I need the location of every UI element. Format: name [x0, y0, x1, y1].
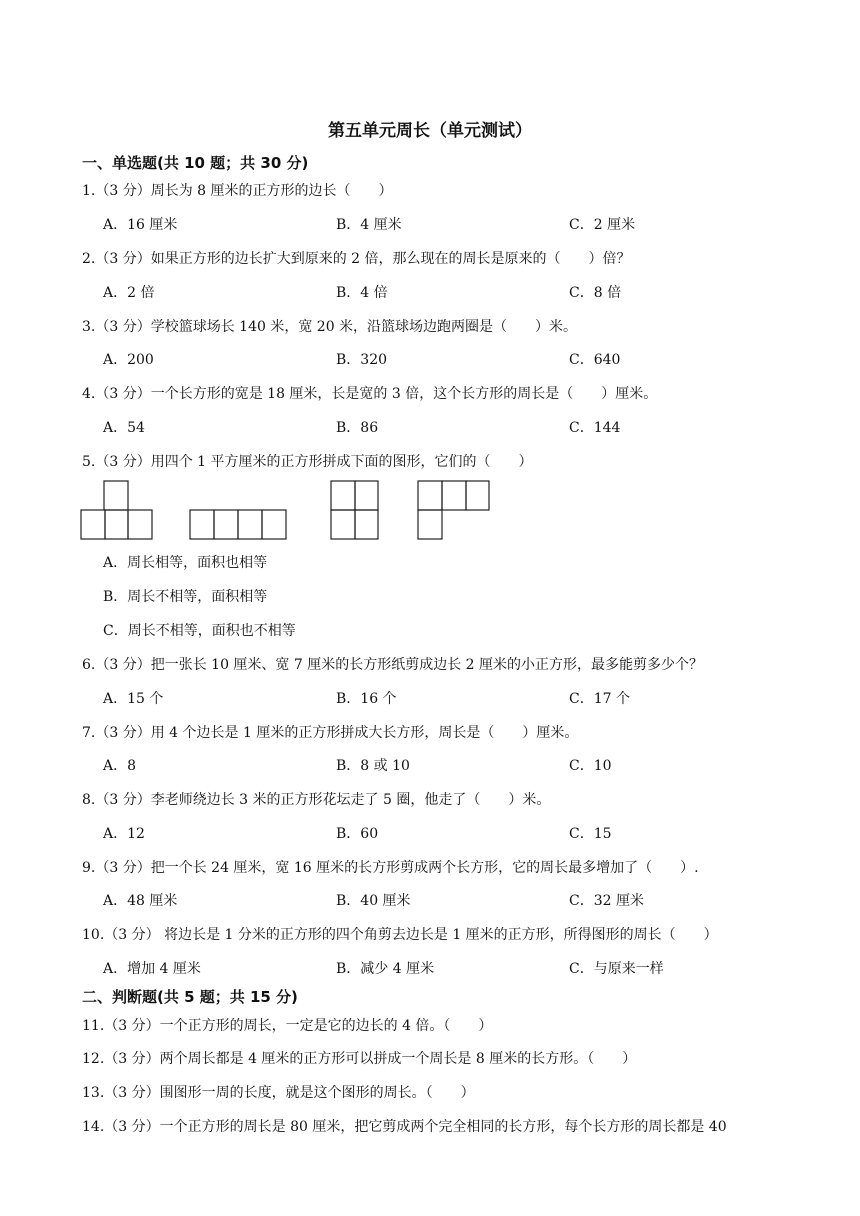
q8-option-b[interactable]: B．60	[336, 826, 379, 842]
q7-option-a[interactable]: A．8	[103, 758, 137, 774]
section-heading-single-choice: 一、单选题(共 10 题；共 30 分)	[82, 154, 309, 172]
question-1: 1.（3 分）周长为 8 厘米的正方形的边长（ ）	[82, 183, 393, 199]
question-10: 10.（3 分） 将边长是 1 分米的正方形的四个角剪去边长是 1 厘米的正方形，所得图形的周长（ ）	[82, 927, 718, 943]
q4-option-a[interactable]: A．54	[103, 420, 145, 436]
q8-option-a[interactable]: A．12	[103, 826, 145, 842]
q2-option-c[interactable]: C．8 倍	[569, 285, 622, 301]
q5-option-b[interactable]: B．周长不相等，面积相等	[103, 589, 268, 605]
q3-option-c[interactable]: C．640	[569, 352, 621, 368]
question-6: 6.（3 分）把一张长 10 厘米、宽 7 厘米的长方形纸剪成边长 2 厘米的小正方形，最多能剪多少个？	[82, 657, 704, 673]
question-13: 13.（3 分）围图形一周的长度，就是这个图形的周长。（ ）	[82, 1085, 475, 1101]
q5-option-a[interactable]: A．周长相等，面积也相等	[103, 555, 268, 571]
q6-option-c[interactable]: C．17 个	[569, 691, 630, 707]
shape-l-tetromino	[418, 481, 489, 539]
q10-option-a[interactable]: A．增加 4 厘米	[103, 961, 201, 977]
q6-option-b[interactable]: B．16 个	[336, 691, 397, 707]
q5-shapes-figure	[80, 478, 500, 542]
shape-i-tetromino	[190, 510, 286, 539]
q2-option-a[interactable]: A．2 倍	[103, 285, 155, 301]
question-2: 2.（3 分）如果正方形的边长扩大到原来的 2 倍，那么现在的周长是原来的（ ）倍？	[82, 251, 631, 267]
q5-option-c[interactable]: C．周长不相等，面积也不相等	[103, 623, 296, 639]
q3-option-b[interactable]: B．320	[336, 352, 388, 368]
q3-option-a[interactable]: A．200	[103, 352, 154, 368]
q6-option-a[interactable]: A．15 个	[103, 691, 164, 707]
q2-option-b[interactable]: B．4 倍	[336, 285, 388, 301]
shape-o-tetromino	[331, 481, 378, 539]
q10-option-c[interactable]: C．与原来一样	[569, 961, 664, 977]
q4-option-c[interactable]: C．144	[569, 420, 621, 436]
q1-option-b[interactable]: B．4 厘米	[336, 217, 402, 233]
q7-option-c[interactable]: C．10	[569, 758, 612, 774]
question-12: 12.（3 分）两个周长都是 4 厘米的正方形可以拼成一个周长是 8 厘米的长方形。（ ）	[82, 1051, 637, 1067]
q1-option-c[interactable]: C．2 厘米	[569, 217, 636, 233]
question-4: 4.（3 分）一个长方形的宽是 18 厘米，长是宽的 3 倍，这个长方形的周长是（ ）厘米。	[82, 386, 658, 402]
q9-option-b[interactable]: B．40 厘米	[336, 893, 411, 909]
section-heading-true-false: 二、判断题(共 5 题；共 15 分)	[82, 988, 298, 1006]
q1-option-a[interactable]: A．16 厘米	[103, 217, 178, 233]
question-7: 7.（3 分）用 4 个边长是 1 厘米的正方形拼成大长方形，周长是（ ）厘米。	[82, 725, 579, 741]
question-11: 11.（3 分）一个正方形的周长，一定是它的边长的 4 倍。（ ）	[82, 1018, 493, 1034]
q8-option-c[interactable]: C．15	[569, 826, 612, 842]
q4-option-b[interactable]: B．86	[336, 420, 379, 436]
question-5: 5.（3 分）用四个 1 平方厘米的正方形拼成下面的图形，它们的（ ）	[82, 454, 533, 470]
q9-option-a[interactable]: A．48 厘米	[103, 893, 178, 909]
page-title: 第五单元周长（单元测试）	[328, 121, 532, 141]
q9-option-c[interactable]: C．32 厘米	[569, 893, 644, 909]
shape-t-tetromino	[81, 481, 152, 539]
question-14: 14.（3 分）一个正方形的周长是 80 厘米，把它剪成两个完全相同的长方形，每个长方形的周长都是 40	[82, 1119, 727, 1135]
question-9: 9.（3 分）把一个长 24 厘米，宽 16 厘米的长方形剪成两个长方形，它的周长最多增加了（ ）.	[82, 860, 699, 876]
question-8: 8.（3 分）李老师绕边长 3 米的正方形花坛走了 5 圈，他走了（ ）米。	[82, 792, 551, 808]
question-3: 3.（3 分）学校篮球场长 140 米，宽 20 米，沿篮球场边跑两圈是（ ）米。	[82, 319, 578, 335]
q10-option-b[interactable]: B．减少 4 厘米	[336, 961, 435, 977]
q7-option-b[interactable]: B．8 或 10	[336, 758, 410, 774]
